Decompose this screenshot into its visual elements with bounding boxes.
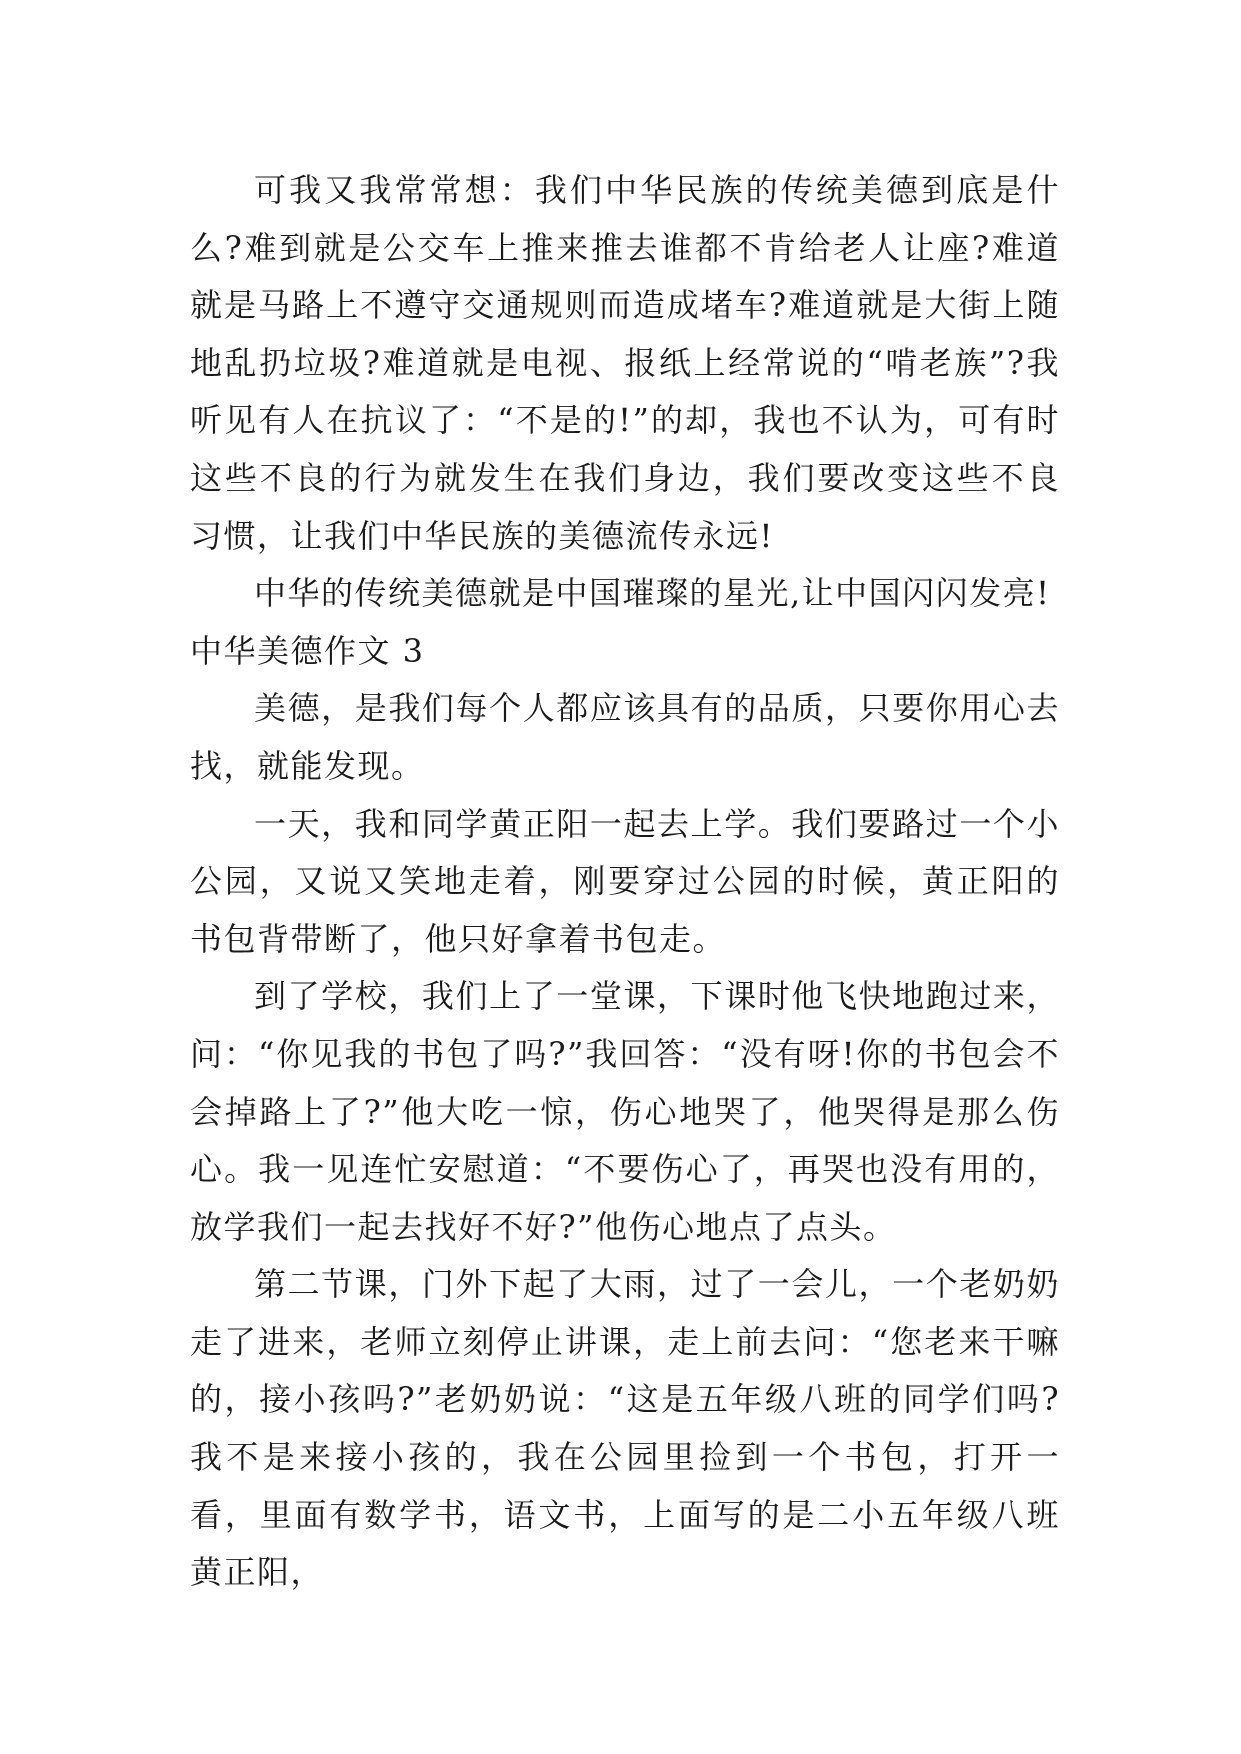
paragraph-1: 可我又我常常想：我们中华民族的传统美德到底是什么?难到就是公交车上推来推去谁都不肯给老人让座?难道就是马路上不遵守交通规则而造成堵车?难道就是大街上随地乱扔垃圾?难道就是电视、报纸上经常说的“啃老族”?我听见有人在抗议了：“不是的!”的却，我也不认为，可有时这些不良的行为就发生在我们身边，我们要改变这些不良习惯，让我们中华民族的美德流传永远!	[190, 171, 1060, 555]
paragraph-4: 一天，我和同学黄正阳一起去上学。我们要路过一个小公园，又说又笑地走着，刚要穿过公园的时候，黄正阳的书包背带断了，他只好拿着书包走。	[190, 804, 1060, 958]
section-heading: 中华美德作文 3	[190, 631, 425, 670]
paragraph-2: 中华的传统美德就是中国璀璨的星光,让中国闪闪发亮!	[254, 574, 1051, 613]
paragraph-5: 到了学校，我们上了一堂课，下课时他飞快地跑过来，问：“你见我的书包了吗?”我回答：“没有呀!你的书包会不会掉路上了?”他大吃一惊，伤心地哭了，他哭得是那么伤心。我一见连忙安慰道：“不要伤心了，再哭也没有用的，放学我们一起去找好不好?”他伤心地点了点头。	[190, 977, 1060, 1246]
document-body	[190, 162, 1060, 1602]
paragraph-6: 第二节课，门外下起了大雨，过了一会儿，一个老奶奶走了进来，老师立刻停止讲课，走上前去问：“您老来干嘛的，接小孩吗?”老奶奶说：“这是五年级八班的同学们吗?我不是来接小孩的，我在公园里捡到一个书包，打开一看，里面有数学书，语文书，上面写的是二小五年级八班黄正阳，	[190, 1265, 1060, 1592]
paragraph-3: 美德，是我们每个人都应该具有的品质，只要你用心去找，就能发现。	[190, 689, 1060, 785]
